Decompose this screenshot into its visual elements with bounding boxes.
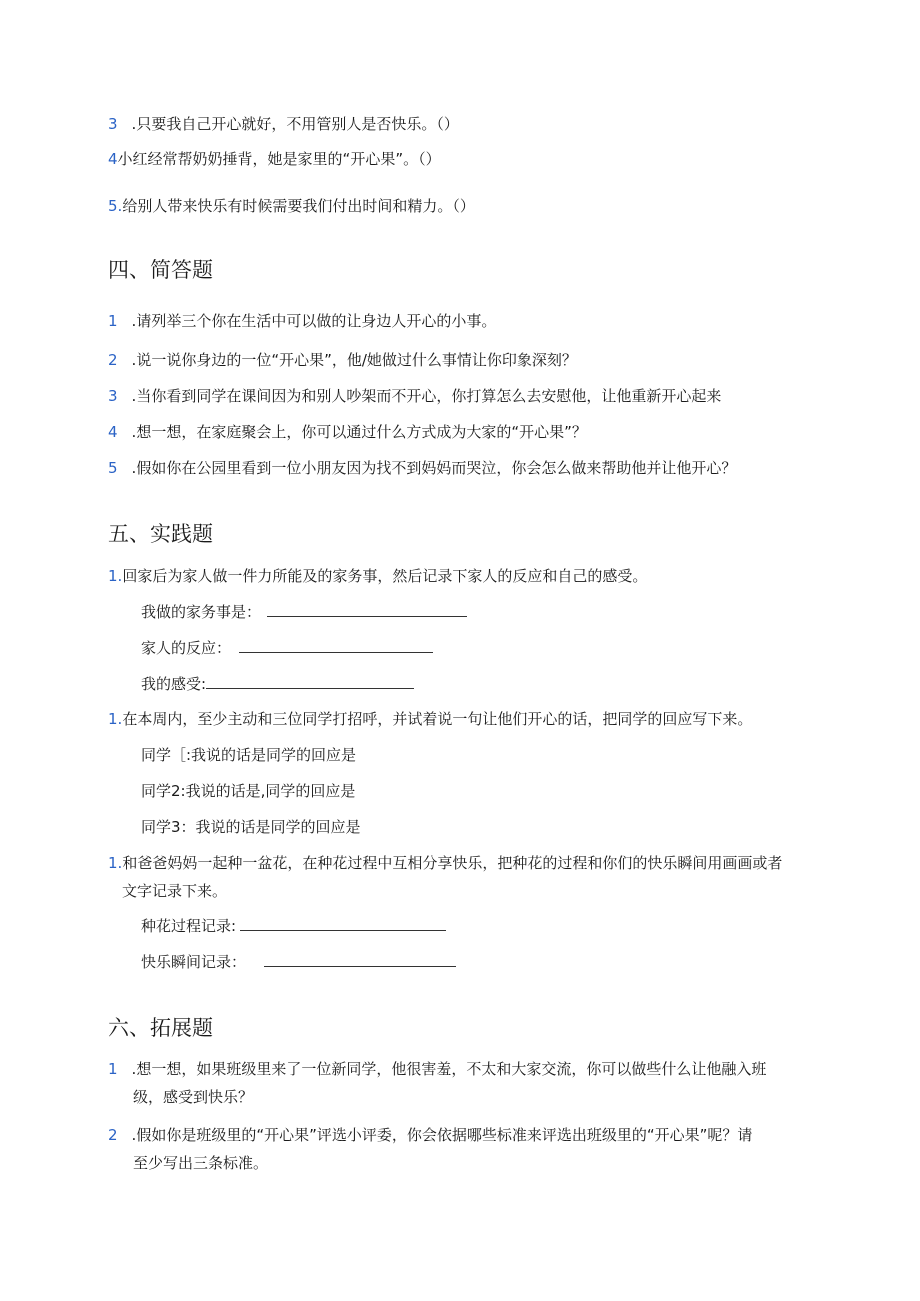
practice-task-1 — [108, 566, 647, 586]
field-planting-record — [141, 916, 446, 936]
field-label: 家人的反应： — [141, 639, 232, 657]
short-answer-item-2 — [108, 350, 577, 370]
item-text: .想一想，在家庭聚会上，你可以通过什么方式成为大家的“开心果”？ — [131, 423, 587, 441]
item-number: 4 — [108, 150, 118, 168]
feeling-answer-blank[interactable] — [206, 674, 414, 689]
judge-item-5 — [108, 196, 475, 216]
short-answer-item-3 — [108, 386, 721, 406]
extension-item-1-cont: 级，感受到快乐？ — [133, 1088, 254, 1106]
extension-item-1 — [108, 1059, 766, 1079]
item-text: .请列举三个你在生活中可以做的让身边人开心的小事。 — [131, 312, 497, 330]
classmate-line-2: 同学2:我说的话是,同学的回应是 — [141, 782, 356, 800]
field-label: 快乐瞬间记录： — [141, 953, 247, 971]
short-answer-item-1 — [108, 311, 496, 331]
field-chore — [141, 602, 467, 622]
item-text: .想一想，如果班级里来了一位新同学，他很害羞，不太和大家交流，你可以做些什么让他融入班 — [131, 1060, 767, 1078]
classmate-line-1: 同学［:我说的话是同学的回应是 — [141, 746, 357, 764]
judge-item-4 — [108, 149, 441, 169]
judge-item-3 — [108, 114, 459, 134]
item-text: .当你看到同学在课间因为和别人吵架而不开心，你打算怎么去安慰他，让他重新开心起来 — [131, 387, 722, 405]
item-number: 5. — [108, 197, 123, 215]
item-text: .只要我自己开心就好，不用管别人是否快乐。（） — [131, 115, 459, 133]
field-family-reaction — [141, 638, 433, 658]
item-text: 在本周内，至少主动和三位同学打招呼，并试着说一句让他们开心的话，把同学的回应写下来。 — [122, 710, 753, 728]
item-text: 小红经常帮奶奶捶背，她是家里的“开心果”。（） — [117, 150, 441, 168]
item-text: 给别人带来快乐有时候需要我们付出时间和精力。（） — [122, 197, 475, 215]
item-text: .假如你是班级里的“开心果”评选小评委，你会依据哪些标准来评选出班级里的“开心果”呢？请 — [131, 1126, 753, 1144]
item-number: 3 — [108, 115, 118, 133]
item-text: .假如你在公园里看到一位小朋友因为找不到妈妈而哭泣，你会怎么做来帮助他并让他开心？ — [131, 459, 737, 477]
item-number: 2 — [108, 351, 118, 369]
short-answer-item-5 — [108, 458, 736, 478]
item-number: 1. — [108, 710, 123, 728]
item-text: 回家后为家人做一件力所能及的家务事，然后记录下家人的反应和自己的感受。 — [122, 567, 648, 585]
practice-task-3 — [108, 853, 782, 873]
field-label: 我做的家务事是： — [141, 603, 262, 621]
field-label: 种花过程记录: — [141, 917, 237, 935]
classmate-line-3: 同学3：我说的话是同学的回应是 — [141, 818, 361, 836]
happy-moment-blank[interactable] — [264, 952, 456, 967]
item-number: 4 — [108, 423, 118, 441]
item-number: 1 — [108, 1060, 118, 1078]
item-number: 3 — [108, 387, 118, 405]
reaction-answer-blank[interactable] — [239, 638, 433, 653]
item-text: 和爸爸妈妈一起种一盆花，在种花过程中互相分享快乐，把种花的过程和你们的快乐瞬间用画画或者 — [122, 854, 783, 872]
field-label: 我的感受: — [141, 675, 207, 693]
short-answer-item-4 — [108, 422, 587, 442]
practice-task-2 — [108, 709, 752, 729]
item-number: 1. — [108, 567, 123, 585]
practice-task-3-cont: 文字记录下来。 — [122, 882, 228, 900]
extension-item-2-cont: 至少写出三条标准。 — [133, 1154, 269, 1172]
chore-answer-blank[interactable] — [267, 602, 467, 617]
field-happy-moment — [141, 952, 456, 972]
item-number: 1 — [108, 312, 118, 330]
field-my-feeling — [141, 674, 414, 694]
item-number: 2 — [108, 1126, 118, 1144]
extension-item-2 — [108, 1125, 752, 1145]
item-text: .说一说你身边的一位“开心果”，他/她做过什么事情让你印象深刻？ — [131, 351, 577, 369]
section-title-extension: 六、拓展题 — [108, 1016, 213, 1040]
item-number: 1. — [108, 854, 123, 872]
section-title-practice: 五、实践题 — [108, 522, 213, 546]
section-title-short-answer: 四、简答题 — [108, 258, 213, 282]
item-number: 5 — [108, 459, 118, 477]
planting-record-blank[interactable] — [240, 916, 446, 931]
